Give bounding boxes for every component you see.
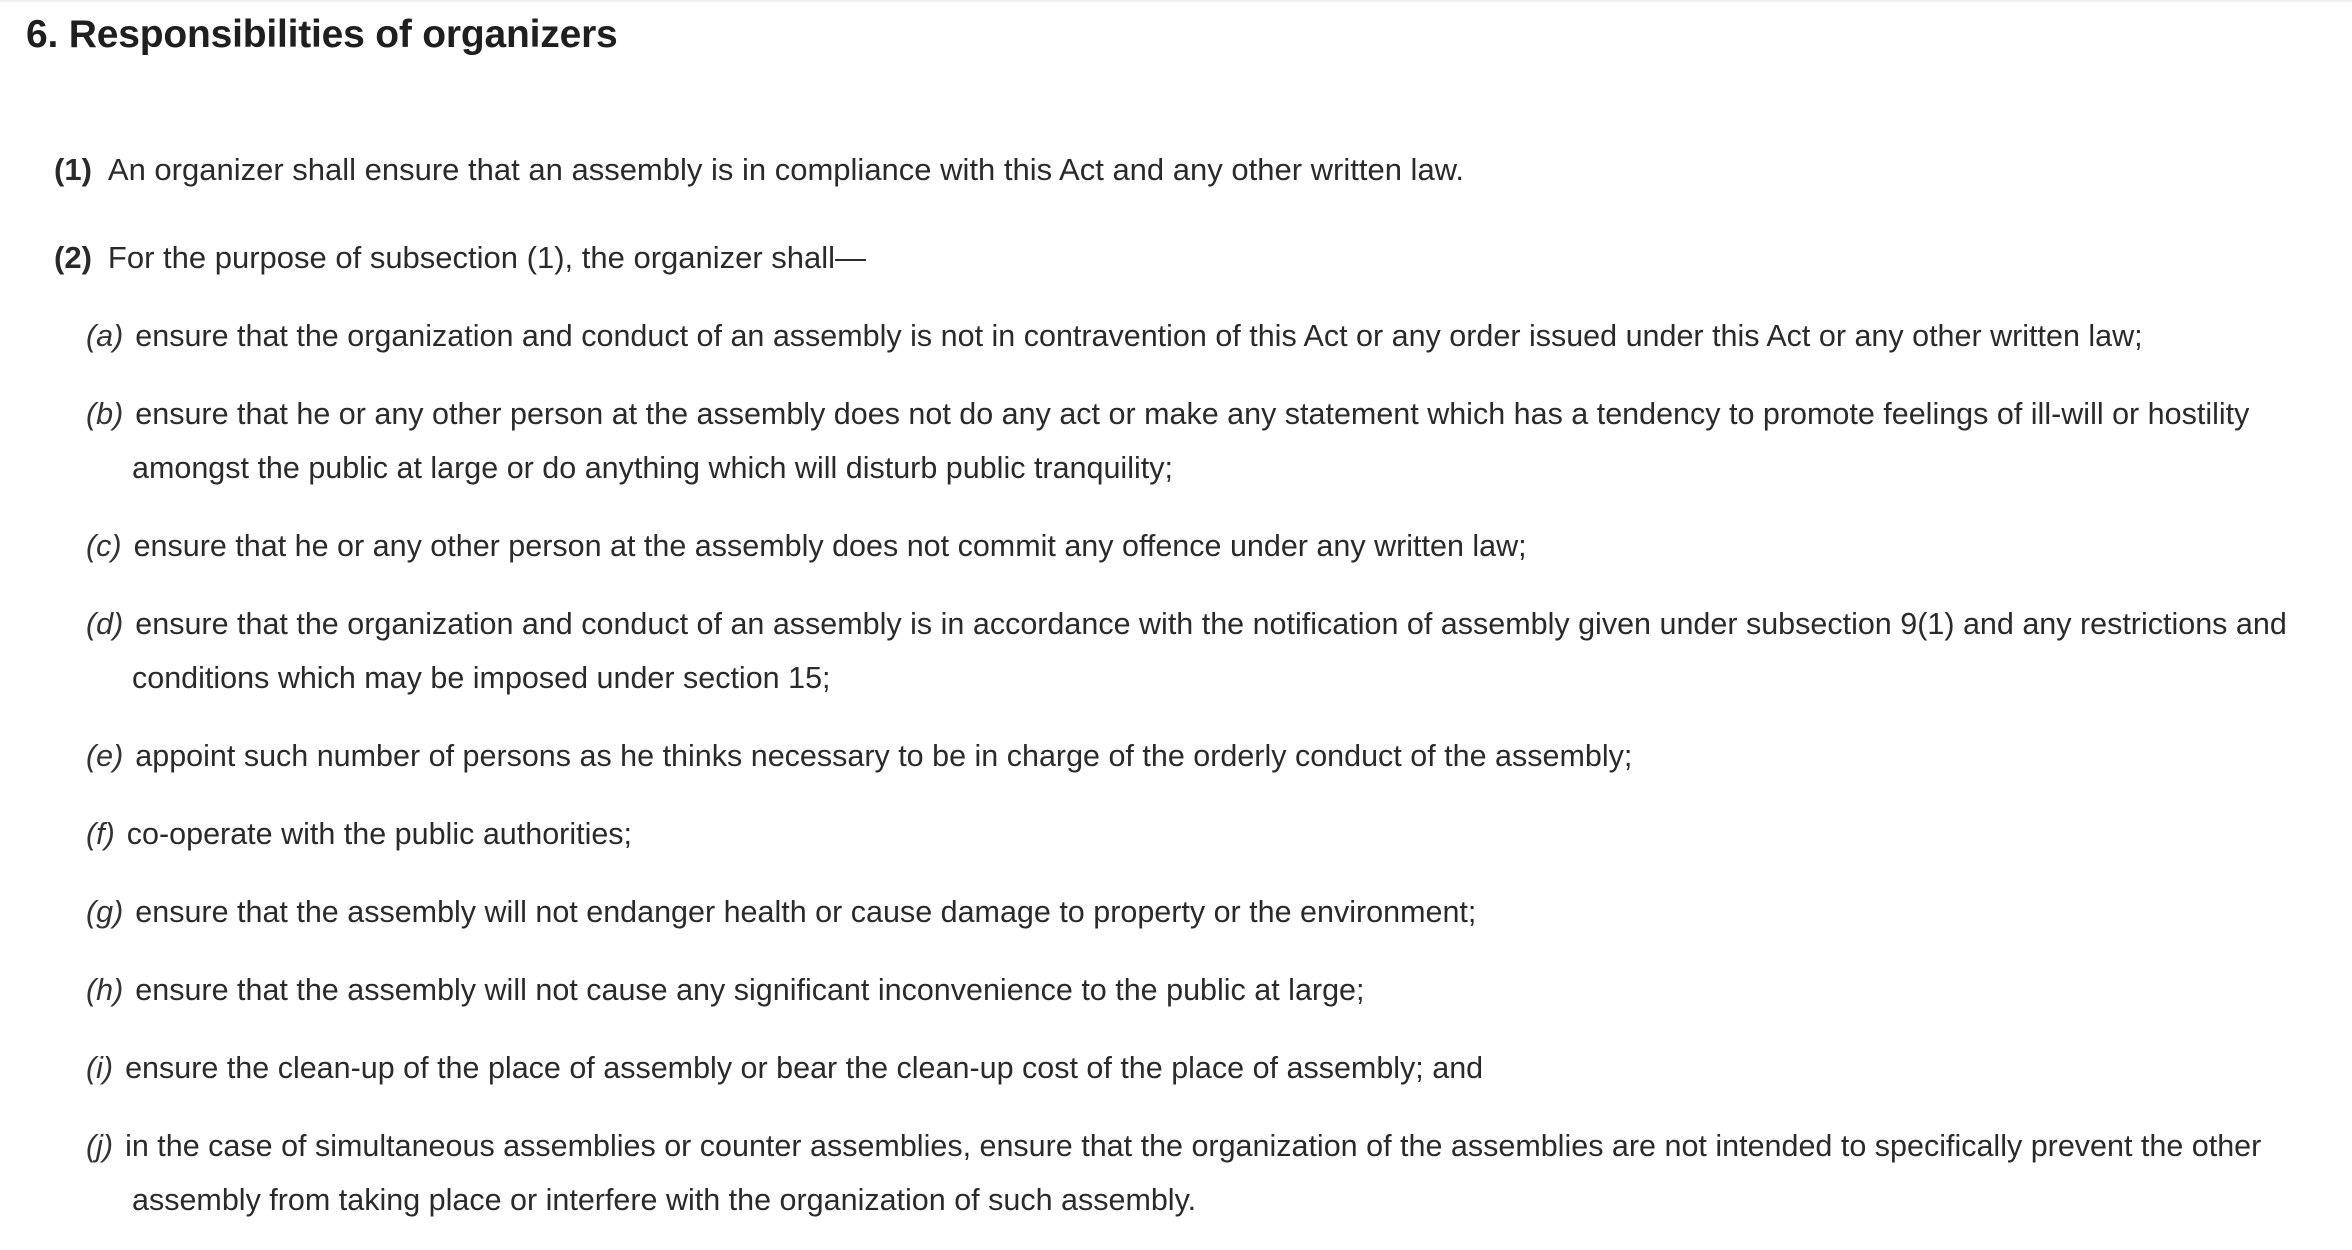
subsection-number: (2): [54, 240, 92, 275]
paragraph-text-continued: assembly from taking place or interfere with the organization of such assembly.: [132, 1183, 1197, 1217]
paragraph-i: [86, 1041, 2336, 1095]
paragraph-g: [86, 885, 2336, 939]
subsection-2: [54, 231, 866, 285]
section-title: 6. Responsibilities of organizers: [26, 13, 618, 56]
paragraph-j: [86, 1119, 2336, 1227]
paragraph-text: co-operate with the public authorities;: [126, 817, 633, 851]
paragraph-a: [86, 309, 2336, 363]
paragraph-text-continued: conditions which may be imposed under section 15;: [132, 661, 831, 695]
paragraph-label: (e): [86, 739, 124, 773]
paragraph-text: in the case of simultaneous assemblies or counter assemblies, ensure that the organization of the assemblies are not intended to specifically prevent the other: [125, 1129, 2262, 1163]
paragraph-label: (d): [86, 607, 124, 641]
subsection-number: (1): [54, 152, 92, 187]
subsection-text: For the purpose of subsection (1), the organizer shall—: [107, 240, 867, 275]
paragraph-text: ensure the clean-up of the place of assembly or bear the clean-up cost of the place of assembly; and: [125, 1051, 1484, 1085]
paragraph-b: [86, 387, 2336, 495]
paragraph-f: [86, 807, 2336, 861]
paragraph-text: ensure that the organization and conduct of an assembly is not in contravention of this Act or any order issued under this Act or any other written law;: [135, 319, 2143, 353]
paragraph-text-continued: amongst the public at large or do anything which will disturb public tranquility;: [132, 451, 1173, 485]
paragraph-e: [86, 729, 2336, 783]
paragraph-label: (b): [86, 397, 124, 431]
paragraph-label: (f): [86, 817, 115, 851]
paragraph-label: (i): [86, 1051, 114, 1085]
paragraph-text: ensure that the organization and conduct of an assembly is in accordance with the notification of assembly given under subsection 9(1) and any restrictions and: [135, 607, 2287, 641]
paragraph-label: (h): [86, 973, 124, 1007]
paragraph-text: ensure that he or any other person at the assembly does not commit any offence under any written law;: [133, 529, 1527, 563]
paragraph-label: (c): [86, 529, 122, 563]
paragraph-c: [86, 519, 2336, 573]
subsection-text: An organizer shall ensure that an assembly is in compliance with this Act and any other written law.: [107, 152, 1464, 187]
paragraph-label: (j): [86, 1129, 114, 1163]
paragraph-text: ensure that the assembly will not endanger health or cause damage to property or the environment;: [135, 895, 1477, 929]
paragraph-label: (a): [86, 319, 124, 353]
paragraph-label: (g): [86, 895, 124, 929]
paragraph-text: ensure that he or any other person at the assembly does not do any act or make any statement which has a tendency to promote feelings of ill-will or hostility: [135, 397, 2250, 431]
paragraph-text: appoint such number of persons as he thinks necessary to be in charge of the orderly conduct of the assembly;: [135, 739, 1633, 773]
paragraph-h: [86, 963, 2336, 1017]
paragraph-text: ensure that the assembly will not cause any significant inconvenience to the public at large;: [135, 973, 1365, 1007]
subsection-1: [54, 143, 1464, 197]
paragraph-d: [86, 597, 2336, 705]
